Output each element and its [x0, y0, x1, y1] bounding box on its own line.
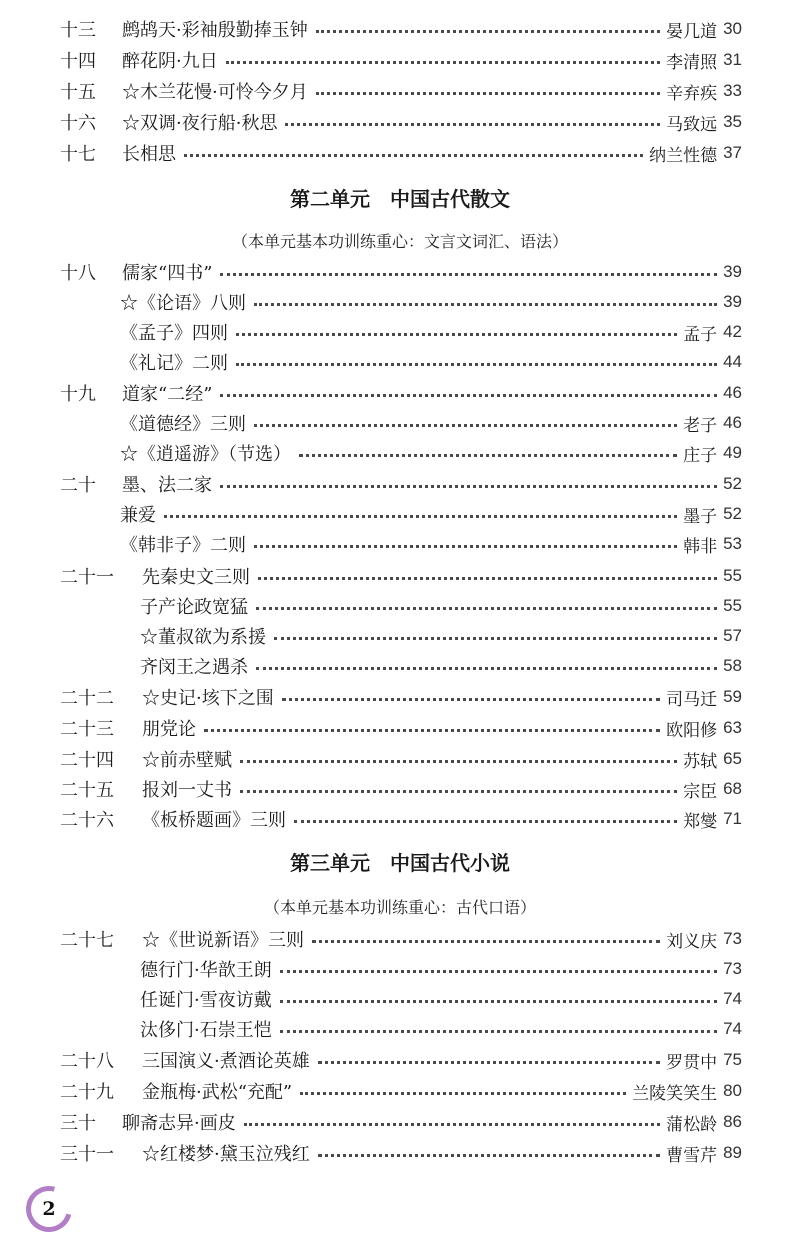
entry-title: ☆《论语》八则	[120, 293, 246, 314]
entry-page-number: 73	[723, 929, 742, 948]
entry-page-number: 35	[723, 112, 742, 131]
dot-leader	[254, 303, 717, 306]
entry-author: 纳兰性德	[649, 145, 718, 166]
entry-page-number: 52	[723, 474, 742, 493]
toc-entry[interactable]	[60, 1138, 742, 1168]
entry-page-number: 31	[723, 50, 742, 69]
unit-training-focus: （本单元基本功训练重心：古代口语）	[263, 898, 536, 917]
entry-number: 二十二	[60, 688, 114, 709]
dot-leader	[282, 698, 660, 701]
entry-page-number: 52	[723, 504, 742, 523]
entry-title: ☆董叔欲为系援	[140, 627, 266, 648]
entry-page-number: 73	[723, 959, 742, 978]
entry-author: 孟子	[683, 324, 718, 345]
toc-entry[interactable]	[60, 621, 742, 651]
dot-leader	[254, 424, 677, 427]
dot-leader	[220, 273, 717, 276]
dot-leader	[226, 61, 660, 64]
entry-title: 《礼记》二则	[120, 353, 228, 374]
entry-author: 晏几道	[666, 21, 718, 42]
toc-entry[interactable]	[60, 499, 742, 529]
entry-title: 墨、法二家	[122, 475, 212, 496]
toc-entry[interactable]	[60, 257, 742, 287]
dot-leader	[184, 154, 643, 157]
entry-page-number: 44	[723, 352, 742, 371]
toc-entry[interactable]	[60, 1076, 742, 1106]
dot-leader	[256, 607, 717, 610]
entry-page-number: 37	[723, 143, 742, 162]
dot-leader	[316, 92, 660, 95]
entry-title: 道家“二经”	[122, 384, 213, 405]
entry-title: 《韩非子》二则	[120, 535, 246, 556]
entry-number: 十五	[60, 82, 96, 103]
entry-title: 醉花阴·九日	[122, 51, 218, 72]
unit-training-focus: （本单元基本功训练重心：文言文词汇、语法）	[231, 232, 568, 251]
entry-author: 韩非	[683, 536, 718, 557]
entry-title: 汰侈门·石崇王恺	[140, 1020, 272, 1041]
entry-page-number: 80	[723, 1081, 742, 1100]
toc-entry[interactable]	[60, 408, 742, 438]
entry-title: 德行门·华歆王朗	[140, 960, 272, 981]
entry-title: 长相思	[122, 144, 176, 165]
toc-entry[interactable]	[60, 804, 742, 834]
entry-number: 二十八	[60, 1051, 114, 1072]
entry-page-number: 68	[723, 779, 742, 798]
entry-page-number: 89	[723, 1143, 742, 1162]
entry-page-number: 58	[723, 656, 742, 675]
entry-number: 十九	[60, 384, 96, 405]
entry-number: 二十三	[60, 719, 114, 740]
entry-title: ☆双调·夜行船·秋思	[122, 113, 278, 134]
dot-leader	[299, 454, 677, 457]
toc-entry[interactable]	[60, 682, 742, 712]
entry-author: 马致远	[666, 114, 718, 135]
entry-title: 任诞门·雪夜访戴	[140, 990, 272, 1011]
toc-entry[interactable]	[60, 1045, 742, 1075]
entry-number: 三十	[60, 1113, 96, 1134]
toc-entry[interactable]	[60, 1107, 742, 1137]
entry-number: 二十四	[60, 750, 114, 771]
entry-author: 苏轼	[683, 751, 718, 772]
entry-title: 子产论政宽猛	[140, 597, 248, 618]
toc-entry[interactable]	[60, 138, 742, 168]
toc-entry[interactable]	[60, 713, 742, 743]
entry-title: ☆前赤壁赋	[142, 750, 232, 771]
entry-page-number: 75	[723, 1050, 742, 1069]
entry-title: 先秦史文三则	[142, 567, 250, 588]
entry-author: 辛弃疾	[666, 83, 718, 104]
toc-entry[interactable]	[60, 107, 742, 137]
toc-entry[interactable]	[60, 347, 742, 377]
entry-page-number: 55	[723, 596, 742, 615]
dot-leader	[294, 820, 677, 823]
entry-title: 兼爱	[120, 505, 156, 526]
dot-leader	[240, 790, 677, 793]
entry-author: 李清照	[666, 52, 718, 73]
entry-title: 报刘一丈书	[142, 780, 232, 801]
entry-title: ☆《逍遥游》（节选）	[120, 444, 291, 465]
toc-entry[interactable]	[60, 924, 742, 954]
entry-author: 老子	[683, 415, 718, 436]
entry-number: 二十五	[60, 780, 114, 801]
dot-leader	[280, 1030, 717, 1033]
entry-author: 墨子	[683, 506, 718, 527]
entry-title: 聊斋志异·画皮	[122, 1113, 236, 1134]
toc-entry[interactable]	[60, 76, 742, 106]
dot-leader	[244, 1123, 660, 1126]
toc-entry[interactable]	[60, 561, 742, 591]
entry-page-number: 86	[723, 1112, 742, 1131]
entry-number: 三十一	[60, 1144, 114, 1165]
entry-title: 朋党论	[142, 719, 196, 740]
toc-entry[interactable]	[60, 984, 742, 1014]
entry-number: 二十一	[60, 567, 114, 588]
entry-title: 齐闵王之遇杀	[140, 657, 248, 678]
dot-leader	[204, 729, 660, 732]
toc-entry[interactable]	[60, 378, 742, 408]
entry-page-number: 71	[723, 809, 742, 828]
entry-number: 十三	[60, 20, 96, 41]
toc-entry[interactable]	[60, 954, 742, 984]
toc-entry[interactable]	[60, 14, 742, 44]
entry-page-number: 42	[723, 322, 742, 341]
entry-title: ☆史记·垓下之围	[142, 688, 274, 709]
dot-leader	[285, 123, 660, 126]
dot-leader	[254, 545, 677, 548]
entry-title: 儒家“四书”	[122, 263, 213, 284]
entry-page-number: 46	[723, 413, 742, 432]
dot-leader	[280, 1000, 717, 1003]
toc-entry[interactable]	[60, 591, 742, 621]
dot-leader	[258, 577, 717, 580]
dot-leader	[312, 940, 660, 943]
entry-page-number: 59	[723, 687, 742, 706]
entry-number: 二十七	[60, 930, 114, 951]
entry-page-number: 53	[723, 534, 742, 553]
entry-author: 兰陵笑笑生	[632, 1083, 718, 1104]
entry-title: 《孟子》四则	[120, 323, 228, 344]
dot-leader	[318, 1154, 660, 1157]
entry-author: 司马迁	[666, 689, 718, 710]
unit-heading: 第二单元 中国古代散文	[290, 187, 510, 211]
entry-page-number: 63	[723, 718, 742, 737]
entry-page-number: 46	[723, 383, 742, 402]
dot-leader	[280, 970, 717, 973]
dot-leader	[236, 333, 677, 336]
entry-number: 十八	[60, 263, 96, 284]
entry-page-number: 49	[723, 443, 742, 462]
dot-leader	[300, 1092, 626, 1095]
dot-leader	[236, 363, 717, 366]
toc-entry[interactable]	[60, 45, 742, 75]
entry-page-number: 74	[723, 989, 742, 1008]
entry-number: 十四	[60, 51, 96, 72]
entry-number: 二十	[60, 475, 96, 496]
unit-heading: 第三单元 中国古代小说	[290, 851, 510, 875]
entry-page-number: 30	[723, 19, 742, 38]
entry-author: 刘义庆	[666, 931, 718, 952]
entry-page-number: 33	[723, 81, 742, 100]
toc-entry[interactable]	[60, 287, 742, 317]
entry-page-number: 39	[723, 292, 742, 311]
toc-entry[interactable]	[60, 317, 742, 347]
entry-number: 二十六	[60, 810, 114, 831]
entry-title: 《道德经》三则	[120, 414, 246, 435]
dot-leader	[318, 1061, 660, 1064]
entry-title: 鹧鸪天·彩袖殷勤捧玉钟	[122, 20, 308, 41]
page-number-badge	[26, 1186, 72, 1232]
entry-title: ☆木兰花慢·可怜今夕月	[122, 82, 308, 103]
entry-page-number: 39	[723, 262, 742, 281]
entry-number: 十七	[60, 144, 96, 165]
entry-title: 三国演义·煮酒论英雄	[142, 1051, 310, 1072]
toc-entry[interactable]	[60, 774, 742, 804]
toc-entry[interactable]	[60, 438, 742, 468]
dot-leader	[164, 515, 677, 518]
entry-author: 郑燮	[683, 811, 718, 832]
entry-title: 《板桥题画》三则	[142, 810, 286, 831]
entry-page-number: 55	[723, 566, 742, 585]
entry-author: 欧阳修	[666, 720, 718, 741]
entry-title: ☆红楼梦·黛玉泣残红	[142, 1144, 310, 1165]
entry-number: 十六	[60, 113, 96, 134]
entry-title: ☆《世说新语》三则	[142, 930, 304, 951]
dot-leader	[240, 760, 677, 763]
dot-leader	[316, 30, 660, 33]
dot-leader	[220, 394, 717, 397]
toc-entry[interactable]	[60, 1014, 742, 1044]
entry-page-number: 65	[723, 749, 742, 768]
dot-leader	[220, 485, 717, 488]
dot-leader	[274, 637, 717, 640]
toc-entry[interactable]	[60, 744, 742, 774]
toc-entry[interactable]	[60, 469, 742, 499]
entry-author: 宗臣	[683, 781, 718, 802]
toc-entry[interactable]	[60, 529, 742, 559]
entry-author: 庄子	[683, 445, 718, 466]
entry-page-number: 57	[723, 626, 742, 645]
entry-number: 二十九	[60, 1082, 114, 1103]
toc-entry[interactable]	[60, 651, 742, 681]
dot-leader	[256, 667, 717, 670]
entry-page-number: 74	[723, 1019, 742, 1038]
entry-title: 金瓶梅·武松“充配”	[142, 1082, 293, 1103]
page-number: 2	[42, 1198, 56, 1220]
entry-author: 蒲松龄	[666, 1114, 718, 1135]
entry-author: 曹雪芹	[666, 1145, 718, 1166]
entry-author: 罗贯中	[666, 1052, 718, 1073]
